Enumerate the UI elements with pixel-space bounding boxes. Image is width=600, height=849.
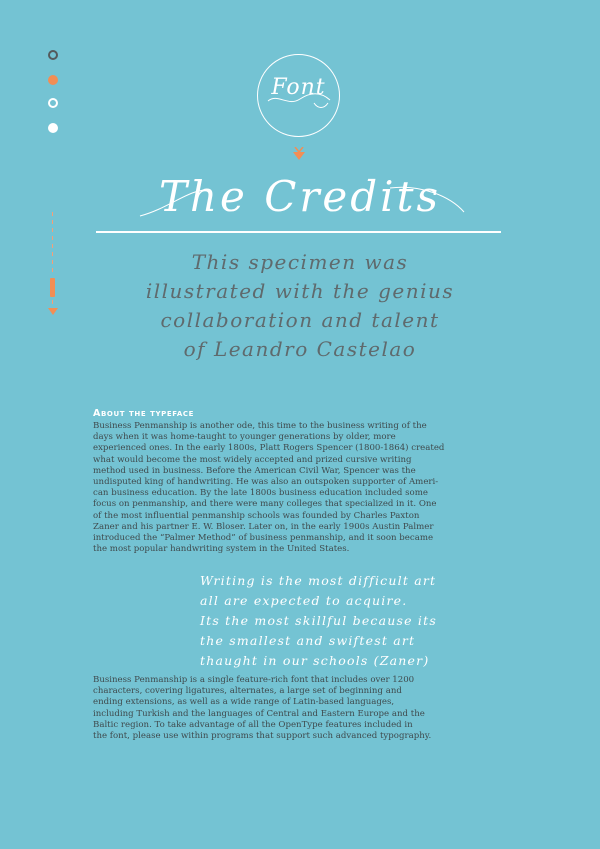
text-line: what would become the most widely accepted and prized cursive writing — [93, 454, 412, 465]
page-progress-marker — [50, 278, 55, 297]
text-line: Business Penmanship is another ode, this time to the business writing of the — [93, 421, 427, 431]
credit-line: illustrated with the genius — [145, 279, 455, 303]
page-progress-track — [52, 212, 54, 320]
paragraph-features — [93, 675, 503, 742]
text-line: undisputed king of handwriting. He was also an outspoken supporter of Ameri- — [93, 477, 439, 488]
nav-dot-2[interactable] — [48, 75, 58, 85]
page-title: The Credits — [158, 172, 442, 221]
text-line: Baltic region. To take advantage of all the OpenType features included in — [93, 719, 413, 730]
text-line: method used in business. Before the American Civil War, Spencer was the — [93, 465, 416, 476]
zaner-quote — [200, 571, 500, 671]
credit-line: collaboration and talent — [160, 308, 440, 332]
paragraph-history — [93, 421, 503, 555]
logo-text: Font — [271, 75, 326, 100]
text-line: the most popular handwriting system in the United States. — [93, 544, 350, 555]
text-line: characters, covering ligatures, alternates, a large set of beginning and — [93, 686, 402, 697]
font-logo — [257, 54, 340, 137]
text-line: introduced the “Palmer Method” of business penmanship, and it soon became — [93, 533, 434, 544]
text-line: Business Penmanship is a single feature-rich font that includes over 1200 — [93, 675, 415, 685]
text-line: of the most influential penmanship schools was founded by Charles Paxton — [93, 510, 420, 521]
quote-line: the smallest and swiftest art — [200, 633, 416, 648]
quote-line: Its the most skillful because its — [200, 613, 437, 628]
quote-line: Writing is the most difficult art — [200, 573, 437, 588]
quote-line: all are expected to acquire. — [200, 593, 408, 608]
credit-line: This specimen was — [191, 250, 409, 274]
nav-dot-1[interactable] — [48, 50, 58, 60]
page-down-arrow-icon[interactable] — [48, 308, 58, 315]
credit-statement — [100, 248, 500, 364]
text-line: days when it was home-taught to younger generations by older, more — [93, 432, 396, 443]
text-line: Zaner and his partner E. W. Bloser. Later on, in the early 1900s Austin Palmer — [93, 521, 434, 532]
logo-flourish-icon — [264, 83, 334, 111]
section-title: About the typeface — [93, 408, 194, 419]
text-line: experienced ones. In the early 1800s, Platt Rogers Spencer (1800-1864) created — [93, 443, 445, 454]
text-line: can business education. By the late 1800s business education included some — [93, 488, 428, 499]
nav-dot-4[interactable] — [48, 123, 58, 133]
credit-line: of Leandro Castelao — [183, 337, 417, 361]
text-line: the font, please use within programs that support such advanced typography. — [93, 731, 432, 742]
nav-dot-3[interactable] — [48, 98, 58, 108]
text-line: focus on penmanship, and there were many colleges that specialized in it. One — [93, 499, 437, 510]
down-arrow-icon — [293, 147, 305, 161]
title-rule — [96, 231, 501, 233]
quote-line: thaught in our schools (Zaner) — [200, 653, 430, 668]
text-line: ending extensions, as well as a wide range of Latin-based languages, — [93, 697, 395, 708]
text-line: including Turkish and the languages of Central and Eastern Europe and the — [93, 708, 425, 719]
